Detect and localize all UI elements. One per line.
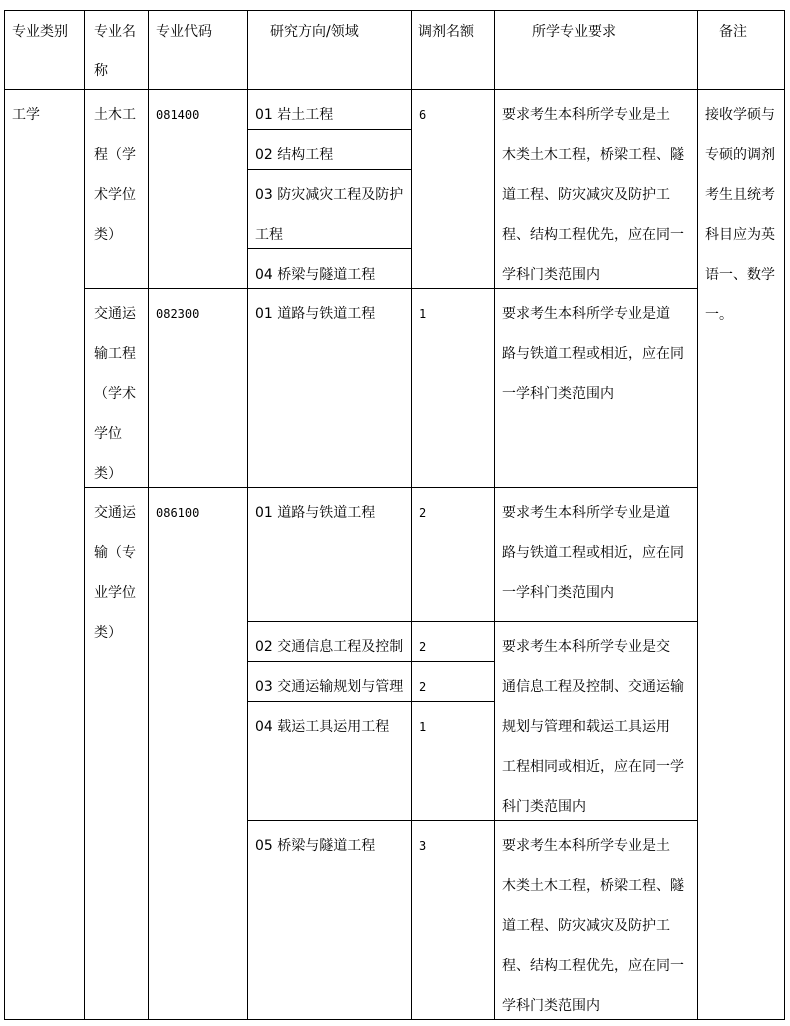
header-major-code: 专业代码	[156, 24, 212, 40]
requirement-line: 一学科门类范围内	[502, 585, 614, 601]
direction-line: 工程	[255, 227, 283, 243]
header-major-name: 专业名	[94, 24, 136, 40]
table-border-top	[4, 10, 785, 11]
requirement-line: 程、结构工程优先，应在同一	[502, 958, 684, 974]
major-name-line: 业学位	[94, 585, 136, 601]
requirement-line: 路与铁道工程或相近，应在同	[502, 346, 684, 362]
requirement-line: 要求考生本科所学专业是道	[502, 505, 670, 521]
quota-cell: 1	[419, 307, 427, 321]
major-name-line: 术学位	[94, 187, 136, 203]
requirement-line: 路与铁道工程或相近，应在同	[502, 545, 684, 561]
major-name-line: 土木工	[94, 107, 136, 123]
major-name-line: 输工程	[94, 346, 136, 362]
major-name-line: 类）	[94, 625, 122, 641]
major-name-line: 类）	[94, 227, 122, 243]
note-line: 接收学硕与	[705, 107, 775, 123]
quota-cell: 2	[419, 640, 427, 654]
group-divider	[84, 487, 698, 488]
requirement-line: 道工程、防灾减灾及防护工	[502, 918, 670, 934]
quota-cell: 2	[419, 680, 427, 694]
major-name-line: 交通运	[94, 505, 136, 521]
requirement-line: 要求考生本科所学专业是土	[502, 838, 670, 854]
header-note: 备注	[719, 24, 747, 40]
quota-cell: 3	[419, 839, 427, 853]
header-requirement: 所学专业要求	[532, 24, 616, 40]
table-border-left	[4, 10, 5, 1020]
requirement-line: 程、结构工程优先，应在同一	[502, 227, 684, 243]
direction-line: 02 结构工程	[255, 147, 334, 163]
major-code: 081400	[156, 108, 200, 122]
row-divider	[247, 820, 698, 821]
requirement-line: 学科门类范围内	[502, 267, 600, 283]
major-name-line: 学位	[94, 426, 122, 442]
note-line: 科目应为英	[705, 227, 775, 243]
column-divider	[411, 10, 412, 1020]
column-divider	[697, 10, 698, 1020]
table-border-right	[784, 10, 785, 1020]
requirement-line: 科门类范围内	[502, 799, 586, 815]
requirement-line: 一学科门类范围内	[502, 386, 614, 402]
requirement-line: 工程相同或相近，应在同一学	[502, 759, 684, 775]
column-divider	[494, 10, 495, 1020]
category-cell: 工学	[12, 107, 40, 123]
header-major-name: 称	[94, 63, 108, 79]
row-divider	[247, 621, 698, 622]
group-divider	[84, 288, 698, 289]
direction-line: 02 交通信息工程及控制	[255, 639, 404, 655]
header-direction: 研究方向/领域	[270, 24, 359, 40]
table-border-bottom	[4, 1019, 785, 1020]
direction-line: 05 桥梁与隧道工程	[255, 838, 376, 854]
major-name-line: 交通运	[94, 306, 136, 322]
column-divider	[247, 10, 248, 1020]
requirement-line: 规划与管理和载运工具运用	[502, 719, 670, 735]
major-name-line: 程（学	[94, 147, 136, 163]
direction-line: 03 防灾减灾工程及防护	[255, 187, 404, 203]
quota-cell: 6	[419, 108, 427, 122]
major-name-line: 类）	[94, 466, 122, 482]
direction-line: 01 道路与铁道工程	[255, 306, 376, 322]
requirement-line: 道工程、防灾减灾及防护工	[502, 187, 670, 203]
requirement-line: 木类土木工程，桥梁工程、隧	[502, 878, 684, 894]
column-divider	[148, 10, 149, 1020]
header-quota: 调剂名额	[418, 24, 474, 40]
note-line: 一。	[705, 307, 733, 323]
direction-line: 04 载运工具运用工程	[255, 719, 390, 735]
header-category: 专业类别	[12, 24, 68, 40]
quota-cell: 1	[419, 720, 427, 734]
major-code: 086100	[156, 506, 200, 520]
requirement-line: 要求考生本科所学专业是交	[502, 639, 670, 655]
major-name-line: 输（专	[94, 545, 136, 561]
requirement-line: 要求考生本科所学专业是土	[502, 107, 670, 123]
requirement-line: 通信息工程及控制、交通运输	[502, 679, 684, 695]
note-line: 考生且统考	[705, 187, 775, 203]
column-divider	[84, 10, 85, 1020]
note-line: 专硕的调剂	[705, 147, 775, 163]
requirement-line: 木类土木工程，桥梁工程、隧	[502, 147, 684, 163]
direction-line: 01 岩土工程	[255, 107, 334, 123]
major-code: 082300	[156, 307, 200, 321]
quota-cell: 2	[419, 506, 427, 520]
requirement-line: 学科门类范围内	[502, 998, 600, 1014]
major-name-line: （学术	[94, 386, 136, 402]
requirement-line: 要求考生本科所学专业是道	[502, 306, 670, 322]
note-line: 语一、数学	[705, 267, 775, 283]
direction-line: 01 道路与铁道工程	[255, 505, 376, 521]
direction-line: 04 桥梁与隧道工程	[255, 267, 376, 283]
direction-line: 03 交通运输规划与管理	[255, 679, 404, 695]
header-divider	[4, 89, 785, 90]
